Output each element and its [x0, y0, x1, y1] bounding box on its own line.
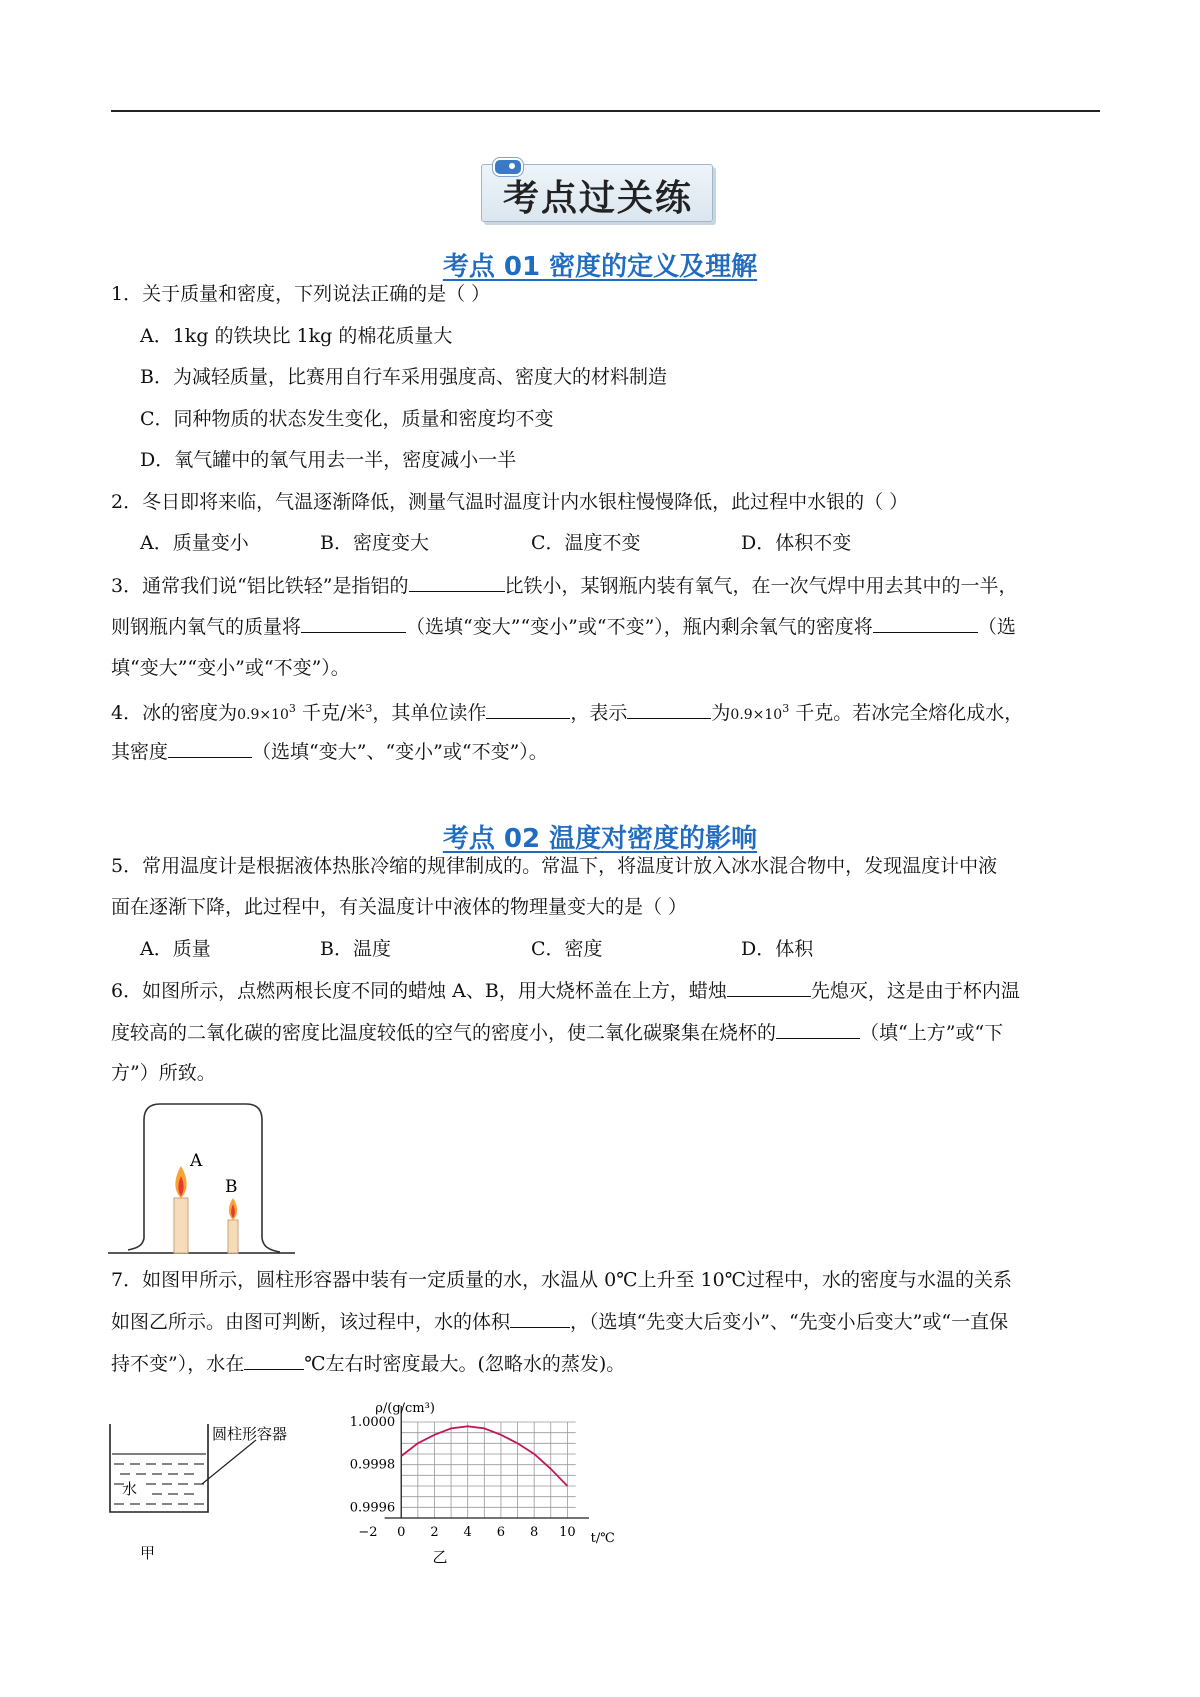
q6-blank-2[interactable] — [776, 1020, 860, 1039]
q3-blank-2[interactable] — [301, 614, 406, 633]
q6-blank-1[interactable] — [727, 978, 811, 997]
x-tick-label: 0 — [397, 1525, 406, 1540]
candle-b — [228, 1220, 238, 1253]
q4-blank-2[interactable] — [627, 700, 711, 719]
q3-blank-3[interactable] — [873, 614, 978, 633]
q1-option-c: C．同种物质的状态发生变化，质量和密度均不变 — [140, 408, 554, 430]
q2-option-a: A．质量变小 — [140, 532, 249, 554]
beaker-outline — [128, 1104, 280, 1252]
q6-line-1: 6．如图所示，点燃两根长度不同的蜡烛 A、B，用大烧杯盖在上方，蜡烛 先熄灭，这是由于杯内温 — [111, 980, 1020, 1002]
q1-option-d: D．氧气罐中的氧气用去一半，密度减小一半 — [140, 449, 517, 471]
q5-option-c: C．密度 — [531, 938, 603, 960]
banner-title: 考点过关练 — [502, 178, 693, 219]
cylinder-container — [110, 1424, 208, 1512]
q5-line-2: 面在逐渐下降，此过程中，有关温度计中液体的物理量变大的是（ ） — [111, 896, 688, 918]
section-title-1: 考点 01 密度的定义及理解 — [442, 252, 758, 282]
fig-a-caption: 甲 — [140, 1544, 156, 1562]
q4-blank-3[interactable] — [168, 739, 252, 758]
x-tick-label: 4 — [463, 1525, 472, 1540]
q4-line-2: 其密度 （选填“变大”、“变小”或“不变”）。 — [111, 741, 548, 763]
x-axis-label: t/℃ — [590, 1531, 615, 1546]
q2-option-d: D．体积不变 — [741, 532, 852, 554]
container-label: 圆柱形容器 — [212, 1425, 288, 1443]
q2-option-c: C．温度不变 — [531, 532, 641, 554]
q6-line-2: 度较高的二氧化碳的密度比温度较低的空气的密度小，使二氧化碳聚集在烧杯的 （填“上方”或“下 — [111, 1022, 1004, 1044]
label-b: B — [225, 1177, 238, 1197]
q5-option-d: D．体积 — [741, 938, 814, 960]
banner — [481, 160, 723, 224]
q1-option-a: A．1kg 的铁块比 1kg 的棉花质量大 — [140, 325, 453, 347]
x-tick-label: 6 — [496, 1525, 506, 1540]
x-tick-label: 8 — [530, 1525, 539, 1540]
q5-option-b: B．温度 — [320, 938, 391, 960]
section-title-2: 考点 02 温度对密度的影响 — [442, 824, 758, 854]
y-tick-label: 1.0000 — [349, 1415, 396, 1430]
q7-line-1: 7．如图甲所示，圆柱形容器中装有一定质量的水，水温从 0℃上升至 10℃过程中，水的密度与水温的关系 — [111, 1269, 1012, 1291]
q3-line-3: 填“变大”“变小”或“不变”）。 — [111, 657, 350, 679]
x-tick-label: −2 — [358, 1525, 378, 1540]
x-tick-label: 10 — [559, 1525, 576, 1540]
label-a: A — [190, 1151, 203, 1171]
q7-blank-1[interactable] — [510, 1309, 570, 1328]
q5-line-1: 5．常用温度计是根据液体热胀冷缩的规律制成的。常温下，将温度计放入冰水混合物中，发现温度计中液 — [111, 855, 998, 877]
header-rule — [111, 110, 1100, 112]
water-label: 水 — [122, 1480, 138, 1498]
q7-line-2: 如图乙所示。由图可判断，该过程中，水的体积 ，（选填“先变大后变小”、“先变小后变大”或“一直保 — [111, 1311, 1009, 1333]
q7-line-3: 持不变”），水在 ℃左右时密度最大。(忽略水的蒸发)。 — [111, 1353, 626, 1375]
q6-line-3: 方”）所致。 — [111, 1062, 216, 1084]
q3-blank-1[interactable] — [409, 573, 505, 592]
q3-line-1: 3．通常我们说“铝比铁轻”是指铝的 比铁小，某钢瓶内装有氧气，在一次气焊中用去其中的一半， — [111, 575, 1018, 597]
q5-option-a: A．质量 — [140, 938, 211, 960]
q4-line-1: 4．冰的密度为$0.9\times 10^3$ 千克/米$^3$，其单位读作 ，表示 为$0.9\times 10^3$ 千克。若冰完全熔化成水， — [111, 702, 1024, 724]
x-tick-label: 2 — [430, 1525, 439, 1540]
density-chart — [308, 1400, 638, 1570]
candles-figure — [108, 1100, 298, 1260]
candle-a — [174, 1198, 188, 1253]
q2-stem: 2．冬日即将来临，气温逐渐降低，测量气温时温度计内水银柱慢慢降低，此过程中水银的（ ） — [111, 491, 909, 513]
y-tick-label: 0.9996 — [349, 1500, 396, 1516]
y-tick-label: 0.9998 — [349, 1457, 396, 1473]
q7-blank-2[interactable] — [244, 1351, 304, 1370]
q1-option-b: B．为减轻质量，比赛用自行车采用强度高、密度大的材料制造 — [140, 366, 667, 388]
y-axis-label: ρ/(g/cm³) — [375, 1401, 435, 1416]
q4-blank-1[interactable] — [486, 700, 570, 719]
container-pointer — [202, 1440, 256, 1484]
container-figure — [104, 1418, 304, 1568]
q2-option-b: B．密度变大 — [320, 532, 429, 554]
q1-stem: 1．关于质量和密度，下列说法正确的是（ ） — [111, 283, 491, 305]
fig-b-caption: 乙 — [432, 1548, 448, 1566]
q3-line-2: 则钢瓶内氧气的质量将 （选填“变大”“变小”或“不变”），瓶内剩余氧气的密度将 （选 — [111, 616, 1016, 638]
